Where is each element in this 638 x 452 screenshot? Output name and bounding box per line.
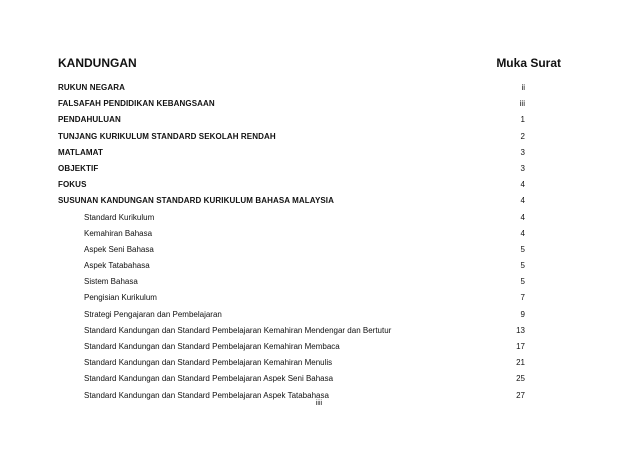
- toc-entry-page: 7: [520, 293, 525, 303]
- toc-entry-page: 5: [520, 277, 525, 287]
- toc-entry-page: 4: [520, 196, 525, 206]
- toc-entry-label: Standard Kandungan dan Standard Pembelajaran Kemahiran Menulis: [84, 358, 333, 368]
- toc-entry-label: Standard Kandungan dan Standard Pembelajaran Kemahiran Membaca: [84, 342, 340, 351]
- table-of-contents: [58, 83, 525, 407]
- toc-entry-page: 4: [520, 180, 525, 190]
- toc-entry: [58, 115, 525, 131]
- toc-entry: [58, 132, 525, 148]
- toc-entry-label: MATLAMAT: [58, 147, 103, 157]
- toc-entry: [58, 148, 525, 164]
- toc-entry-page: 3: [520, 147, 525, 157]
- toc-entry: [58, 358, 525, 374]
- toc-entry-page: 9: [520, 309, 525, 319]
- toc-entry: [58, 342, 525, 358]
- toc-entry: [58, 374, 525, 390]
- page-number: iiii: [315, 400, 323, 407]
- page-title: KANDUNGAN: [58, 56, 137, 70]
- toc-entry-page: 27: [516, 390, 525, 400]
- toc-entry-page: 13: [516, 325, 525, 335]
- toc-header: [58, 56, 561, 72]
- toc-entry-label: Kemahiran Bahasa: [84, 228, 153, 238]
- toc-entry-page: 4: [520, 212, 525, 222]
- toc-entry-page: 4: [520, 228, 525, 238]
- toc-entry-label: Standard Kandungan dan Standard Pembelajaran Kemahiran Mendengar dan Bertutur: [84, 325, 392, 335]
- page-column-label: Muka Surat: [496, 56, 561, 70]
- toc-entry: [58, 293, 525, 309]
- toc-entry-page: ii: [521, 83, 525, 92]
- toc-entry: [58, 229, 525, 245]
- toc-entry: [58, 261, 525, 277]
- toc-entry-label: RUKUN NEGARA: [58, 83, 125, 92]
- toc-entry-page: 21: [516, 358, 525, 368]
- toc-entry: [58, 310, 525, 326]
- toc-entry-label: Standard Kurikulum: [84, 212, 155, 222]
- toc-entry-page: 17: [516, 342, 525, 351]
- toc-entry-page: 5: [520, 244, 525, 254]
- toc-entry: [58, 196, 525, 212]
- toc-entry: [58, 213, 525, 229]
- toc-entry-page: 25: [516, 374, 525, 384]
- toc-entry-page: iii: [519, 99, 525, 109]
- toc-entry-page: 5: [520, 261, 525, 271]
- toc-entry-label: PENDAHULUAN: [58, 115, 121, 125]
- toc-entry-page: 1: [520, 115, 525, 125]
- toc-entry-label: Sistem Bahasa: [84, 277, 138, 287]
- toc-entry-page: 3: [520, 163, 525, 173]
- toc-entry-label: Aspek Seni Bahasa: [84, 244, 154, 254]
- toc-entry-label: Pengisian Kurikulum: [84, 293, 157, 303]
- toc-entry-label: OBJEKTIF: [58, 163, 99, 173]
- toc-entry-label: FALSAFAH PENDIDIKAN KEBANGSAAN: [58, 99, 215, 109]
- toc-entry: [58, 83, 525, 99]
- toc-entry: [58, 326, 525, 342]
- toc-entry-label: Standard Kandungan dan Standard Pembelajaran Aspek Tatabahasa: [84, 390, 329, 400]
- toc-entry: [58, 180, 525, 196]
- toc-entry-label: SUSUNAN KANDUNGAN STANDARD KURIKULUM BAHASA MALAYSIA: [58, 196, 335, 206]
- toc-entry-label: FOKUS: [58, 180, 87, 190]
- toc-entry-label: TUNJANG KURIKULUM STANDARD SEKOLAH RENDAH: [58, 131, 276, 141]
- toc-entry: [58, 164, 525, 180]
- toc-entry-label: Standard Kandungan dan Standard Pembelajaran Aspek Seni Bahasa: [84, 374, 334, 384]
- toc-entry-label: Aspek Tatabahasa: [84, 261, 150, 271]
- toc-entry-page: 2: [520, 131, 525, 141]
- toc-entry: [58, 277, 525, 293]
- toc-entry: [58, 99, 525, 115]
- toc-entry-label: Strategi Pengajaran dan Pembelajaran: [84, 309, 222, 319]
- toc-entry: [58, 245, 525, 261]
